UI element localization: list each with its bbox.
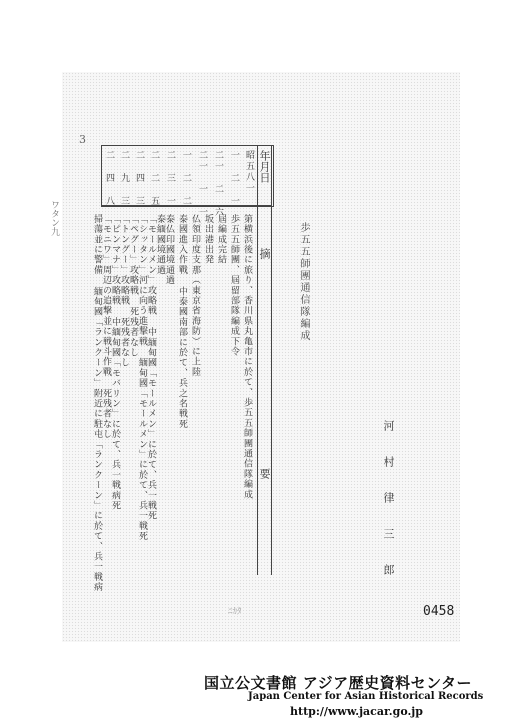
event-line: 坂出港出発: [203, 214, 213, 265]
date-cell: 二 四 八: [104, 150, 114, 207]
date-column-header: 年月日: [258, 150, 271, 183]
table-right-rule: [271, 145, 272, 575]
event-line: 「ピンマナ」攻略戦 中緬甸國「モバリン」に於て、兵一戦病死: [110, 214, 120, 511]
event-line: 泰仏印國境通過: [164, 214, 174, 286]
archive-name-en: Japan Center for Asian Historical Records: [248, 691, 484, 702]
archive-url: http://www.jacar.go.jp: [290, 705, 423, 718]
date-cell: 昭五八一: [244, 150, 254, 194]
date-cell: 二 四 三: [134, 150, 144, 207]
margin-note: ワタン九: [49, 200, 59, 236]
archive-name-jp: 国立公文書館 アジア歴史資料センター: [204, 674, 473, 692]
page-number: 0458: [423, 604, 455, 619]
author-name: 河 村 律 三 郎: [382, 420, 395, 581]
date-cell: 一 二 一: [229, 150, 239, 207]
event-line: 屆編成完結: [216, 214, 226, 265]
date-cell: 二一 二 六: [213, 150, 223, 218]
date-cell: 二 三 一: [165, 150, 175, 207]
event-line: 第横浜後に旅り、香川県丸亀市に於て、歩五五師團通信隊編成: [242, 214, 252, 500]
event-line: 泰緬國境通過: [155, 214, 165, 276]
table-column-divider: [257, 145, 258, 575]
document-title: 歩五五師團通信隊編成: [298, 222, 309, 342]
event-line: 「モールメン」攻略戦 中緬甸國「モールメン」に於て、兵一戦死: [146, 214, 156, 521]
date-cell: 一 二 二: [181, 150, 191, 207]
points-column-header: 要: [258, 468, 271, 479]
date-cell: 二一 一 一: [197, 150, 207, 218]
stamp-mark: 3: [79, 133, 86, 146]
event-line: 泰國進入作戰 中泰國南部に於て、兵之名戦死: [177, 214, 187, 430]
faint-text: ﾆｶﾀ: [228, 607, 242, 617]
event-line: 歩五五師團、屆留部隊編成下令: [229, 214, 239, 357]
date-cell: 二 九 三: [119, 150, 129, 207]
summary-column-header: 摘: [258, 248, 271, 259]
date-cell: 二 二 五: [149, 150, 159, 207]
event-line: 「ペグー」攻略戦 死残者なし: [128, 214, 138, 358]
event-line: 「トングー」攻略戦 死残者なし: [119, 214, 129, 368]
event-line: 掃蕩並に警備 緬甸國「ランクーン」附近に駐屯「ランクーン」に於て、兵一戦病: [92, 214, 102, 593]
event-line: 「モニワ」周辺の追撃並に戦斗作戰 死残者なし: [101, 214, 111, 440]
event-line: 仏領印度支那（東京省海防）に上陸: [190, 214, 200, 378]
event-line: 「シッタン」河に向う進撃戦 緬甸國「モールメン」に於て、兵一戦死: [137, 214, 147, 542]
